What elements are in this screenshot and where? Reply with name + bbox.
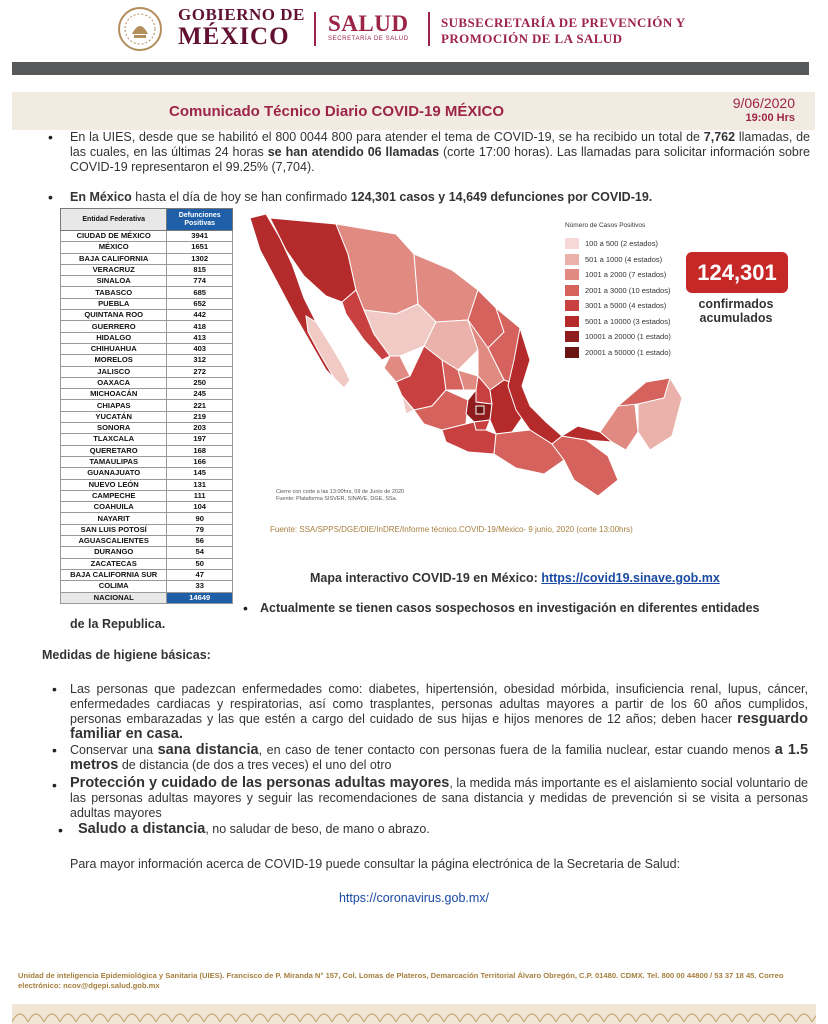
- death-count: 774: [167, 276, 233, 287]
- state-name: AGUASCALIENTES: [61, 536, 167, 547]
- table-row: [61, 411, 233, 422]
- death-count: 1651: [167, 242, 233, 253]
- subsecretaria-text: SUBSECRETARÍA DE PREVENCIÓN Y PROMOCIÓN DE LA SALUD: [441, 15, 686, 46]
- state-name: DURANGO: [61, 547, 167, 558]
- legend-label: 5001 a 10000 (3 estados): [585, 316, 671, 326]
- state-name: SINALOA: [61, 276, 167, 287]
- state-name: BAJA CALIFORNIA SUR: [61, 569, 167, 580]
- page-header: [0, 0, 828, 60]
- death-count: 90: [167, 513, 233, 524]
- legend-item: [565, 252, 671, 268]
- legend-item: [565, 267, 671, 283]
- coronavirus-link: [0, 891, 828, 905]
- death-count: 203: [167, 423, 233, 434]
- legend-label: 3001 a 5000 (4 estados): [585, 301, 667, 311]
- state-name: CHIAPAS: [61, 400, 167, 411]
- death-count: 815: [167, 264, 233, 275]
- table-row: [61, 242, 233, 253]
- table-row: [61, 321, 233, 332]
- death-count: 403: [167, 343, 233, 354]
- table-row: [61, 264, 233, 275]
- death-count: 54: [167, 547, 233, 558]
- title-bar: [12, 92, 815, 130]
- table-row: [61, 569, 233, 580]
- table-row: [61, 332, 233, 343]
- death-count: 1302: [167, 253, 233, 264]
- table-header-state: Entidad Federativa: [61, 209, 167, 231]
- state-name: MÉXICO: [61, 242, 167, 253]
- state-name: NUEVO LEÓN: [61, 479, 167, 490]
- state-name: QUERETARO: [61, 445, 167, 456]
- death-count: 104: [167, 502, 233, 513]
- table-row: [61, 276, 233, 287]
- decorative-pattern: [12, 1004, 816, 1024]
- state-name: MORELOS: [61, 355, 167, 366]
- legend-item: [565, 236, 671, 252]
- state-name: QUINTANA ROO: [61, 310, 167, 321]
- table-row: [61, 490, 233, 501]
- death-count: 79: [167, 524, 233, 535]
- table-row: [61, 310, 233, 321]
- state-name: BAJA CALIFORNIA: [61, 253, 167, 264]
- death-count: 221: [167, 400, 233, 411]
- death-count: 652: [167, 298, 233, 309]
- death-count: 166: [167, 456, 233, 467]
- death-count: 50: [167, 558, 233, 569]
- state-name: MICHOACÁN: [61, 389, 167, 400]
- suspected-cases-text: Actualmente se tienen casos sospechosos en investigación en diferentes entidades: [260, 601, 760, 615]
- state-name: YUCATÁN: [61, 411, 167, 422]
- state-name: CIUDAD DE MÉXICO: [61, 231, 167, 242]
- confirmed-count-badge: 124,301: [686, 252, 788, 293]
- legend-swatch: [565, 300, 579, 311]
- death-count: 56: [167, 536, 233, 547]
- bullet-icon: •: [48, 189, 53, 205]
- legend-swatch: [565, 316, 579, 327]
- state-name: SONORA: [61, 423, 167, 434]
- death-count: 111: [167, 490, 233, 501]
- table-row: [61, 581, 233, 592]
- measure-item: Las personas que padezcan enfermedades como: diabetes, hipertensión, obesidad mórbida, insuficiencia renal, lupus, cáncer, enfermedades cardiacas y respiratorias, así como trasplantes, personas adultas mayores a partir de los 60 años cumplidos, personas embarazadas y las que estén a cargo del cuidado de sus hijas e hijos menores de 12 años; deben hacer resguardo familiar en casa.: [70, 682, 808, 742]
- state-name: NAYARIT: [61, 513, 167, 524]
- legend-item: [565, 314, 671, 330]
- table-row: [61, 513, 233, 524]
- table-row: [61, 377, 233, 388]
- legend-label: 501 a 1000 (4 estados): [585, 254, 663, 264]
- state-name: ZACATECAS: [61, 558, 167, 569]
- state-name: TAMAULIPAS: [61, 456, 167, 467]
- deaths-table: [60, 208, 233, 604]
- table-row: [61, 400, 233, 411]
- death-count: 145: [167, 468, 233, 479]
- total-value: 14649: [167, 592, 233, 603]
- state-name: CHIHUAHUA: [61, 343, 167, 354]
- measure-item: Conservar una sana distancia, en caso de tener contacto con personas fuera de la familia nuclear, estar cuando menos a 1.5 metros de distancia (de dos a tres veces) el uno del otro: [70, 742, 809, 773]
- state-name: TLAXCALA: [61, 434, 167, 445]
- death-count: 442: [167, 310, 233, 321]
- gobierno-logo-text: GOBIERNO DE MÉXICO: [178, 5, 305, 50]
- legend-label: 10001 a 20000 (1 estado): [585, 332, 671, 342]
- death-count: 245: [167, 389, 233, 400]
- death-count: 219: [167, 411, 233, 422]
- cases-paragraph: En México hasta el día de hoy se han confirmado 124,301 casos y 14,649 defunciones por COVID-19.: [70, 190, 653, 204]
- total-label: NACIONAL: [61, 592, 167, 603]
- death-count: 3941: [167, 231, 233, 242]
- table-row: [61, 298, 233, 309]
- death-count: 685: [167, 287, 233, 298]
- legend-item: [565, 298, 671, 314]
- header-bar: [12, 62, 809, 75]
- table-row: [61, 389, 233, 400]
- bullet-icon: •: [52, 777, 57, 793]
- interactive-map-link[interactable]: https://covid19.sinave.gob.mx: [541, 571, 720, 585]
- table-row: [61, 479, 233, 490]
- table-row: [61, 231, 233, 242]
- table-row: [61, 355, 233, 366]
- state-name: VERACRUZ: [61, 264, 167, 275]
- legend-item: [565, 329, 671, 345]
- table-total-row: [61, 592, 233, 603]
- suspected-cases-text-2: de la Republica.: [70, 617, 166, 631]
- footer-address: Unidad de inteligencia Epidemiológica y Sanitaria (UIES). Francisco de P. Miranda N° 157, Col. Lomas de Plateros, Demarcación Territorial Álvaro Obregón, C.P. 01480. CDMX. Tel. 800 00 44800 / 53 37 18 45. Correo electrónico: ncov@dgepi.salud.gob.mx: [18, 971, 784, 990]
- legend-swatch: [565, 331, 579, 342]
- interactive-map-line: Mapa interactivo COVID-19 en México: https://covid19.sinave.gob.mx: [310, 571, 720, 585]
- map-note: Cierre con corte a las 13:00hrs, 09 de Junio de 2020 Fuente: Plataforma SISVER, SINAVE, DGE, SSa.: [276, 489, 405, 502]
- legend-swatch: [565, 269, 579, 280]
- legend-label: 100 a 500 (2 estados): [585, 239, 658, 249]
- state-name: GUANAJUATO: [61, 468, 167, 479]
- header-divider: [314, 12, 316, 46]
- bullet-icon: •: [58, 822, 63, 838]
- coronavirus-url[interactable]: https://coronavirus.gob.mx/: [338, 891, 490, 905]
- confirmed-label: confirmados acumulados: [698, 297, 774, 325]
- table-row: [61, 434, 233, 445]
- table-row: [61, 468, 233, 479]
- bullet-icon: •: [243, 600, 248, 616]
- hygiene-heading: Medidas de higiene básicas:: [42, 648, 211, 662]
- legend-swatch: [565, 254, 579, 265]
- state-name: CAMPECHE: [61, 490, 167, 501]
- legend-swatch: [565, 347, 579, 358]
- table-row: [61, 287, 233, 298]
- death-count: 168: [167, 445, 233, 456]
- salud-logo-text: SALUD SECRETARÍA DE SALUD: [328, 11, 409, 42]
- map-source: Fuente: SSA/SPPS/DGE/DIE/InDRE/Informe técnico.COVID-19/México- 9 junio, 2020 (corte 13:00hrs): [270, 525, 633, 534]
- state-name: TABASCO: [61, 287, 167, 298]
- table-row: [61, 343, 233, 354]
- legend-label: 20001 a 50000 (1 estado): [585, 347, 671, 357]
- death-count: 197: [167, 434, 233, 445]
- death-count: 250: [167, 377, 233, 388]
- header-divider: [428, 12, 430, 46]
- bullet-icon: •: [52, 742, 57, 758]
- table-row: [61, 524, 233, 535]
- measure-item: Saludo a distancia, no saludar de beso, de mano o abrazo.: [78, 821, 430, 837]
- calls-paragraph: En la UIES, desde que se habilitó el 800 0044 800 para atender el tema de COVID-19, se ha recibido un total de 7,762 llamadas, de las cuales, en las últimas 24 horas se han atendido 06 llamadas (corte 17:00 horas). Las llamadas para solicitar información sobre COVID-19 representaron el 99.25% (7,704).: [70, 130, 810, 174]
- table-row: [61, 502, 233, 513]
- legend-swatch: [565, 238, 579, 249]
- state-name: JALISCO: [61, 366, 167, 377]
- bullet-icon: •: [48, 129, 53, 145]
- table-row: [61, 253, 233, 264]
- death-count: 47: [167, 569, 233, 580]
- table-row: [61, 366, 233, 377]
- legend-item: [565, 283, 671, 299]
- national-seal-icon: [112, 6, 168, 52]
- state-name: GUERRERO: [61, 321, 167, 332]
- death-count: 418: [167, 321, 233, 332]
- state-name: COLIMA: [61, 581, 167, 592]
- legend-swatch: [565, 285, 579, 296]
- legend-label: 2001 a 3000 (10 estados): [585, 285, 671, 295]
- death-count: 272: [167, 366, 233, 377]
- death-count: 33: [167, 581, 233, 592]
- death-count: 312: [167, 355, 233, 366]
- death-count: 131: [167, 479, 233, 490]
- legend-label: 1001 a 2000 (7 estados): [585, 270, 667, 280]
- map-legend: Número de Casos Positivos 100 a 500 (2 estados) 501 a 1000 (4 estados) 1001 a 2000 (7 estados) 2001 a 3000 (10 estados) 3001 a 5000 (4 estados) 5001 a 10000 (3 estados) 10001 a 20000 (1 estado) 20001 a 50000 (1 estado): [565, 222, 671, 360]
- bullet-icon: •: [52, 681, 57, 697]
- more-info-text: Para mayor información acerca de COVID-19 puede consultar la página electrónica de la Secretaria de Salud:: [70, 857, 681, 871]
- death-count: 413: [167, 332, 233, 343]
- table-row: [61, 423, 233, 434]
- table-row: [61, 558, 233, 569]
- state-name: HIDALGO: [61, 332, 167, 343]
- table-header-deaths: Defunciones Positivas: [167, 209, 233, 231]
- table-row: [61, 456, 233, 467]
- state-name: SAN LUIS POTOSÍ: [61, 524, 167, 535]
- state-name: OAXACA: [61, 377, 167, 388]
- page-title: Comunicado Técnico Diario COVID-19 MÉXICO: [169, 103, 505, 120]
- state-name: PUEBLA: [61, 298, 167, 309]
- legend-item: [565, 345, 671, 361]
- table-row: [61, 547, 233, 558]
- report-date: 9/06/2020 19:00 Hrs: [732, 95, 795, 124]
- table-row: [61, 536, 233, 547]
- measure-item: Protección y cuidado de las personas adultas mayores, la medida más importante es el aislamiento social voluntario de las personas adultas mayores y seguir las recomendaciones de sana distancia y medidas de prevención si se visita a personas adultas mayores: [70, 775, 808, 820]
- table-row: [61, 445, 233, 456]
- state-name: COAHUILA: [61, 502, 167, 513]
